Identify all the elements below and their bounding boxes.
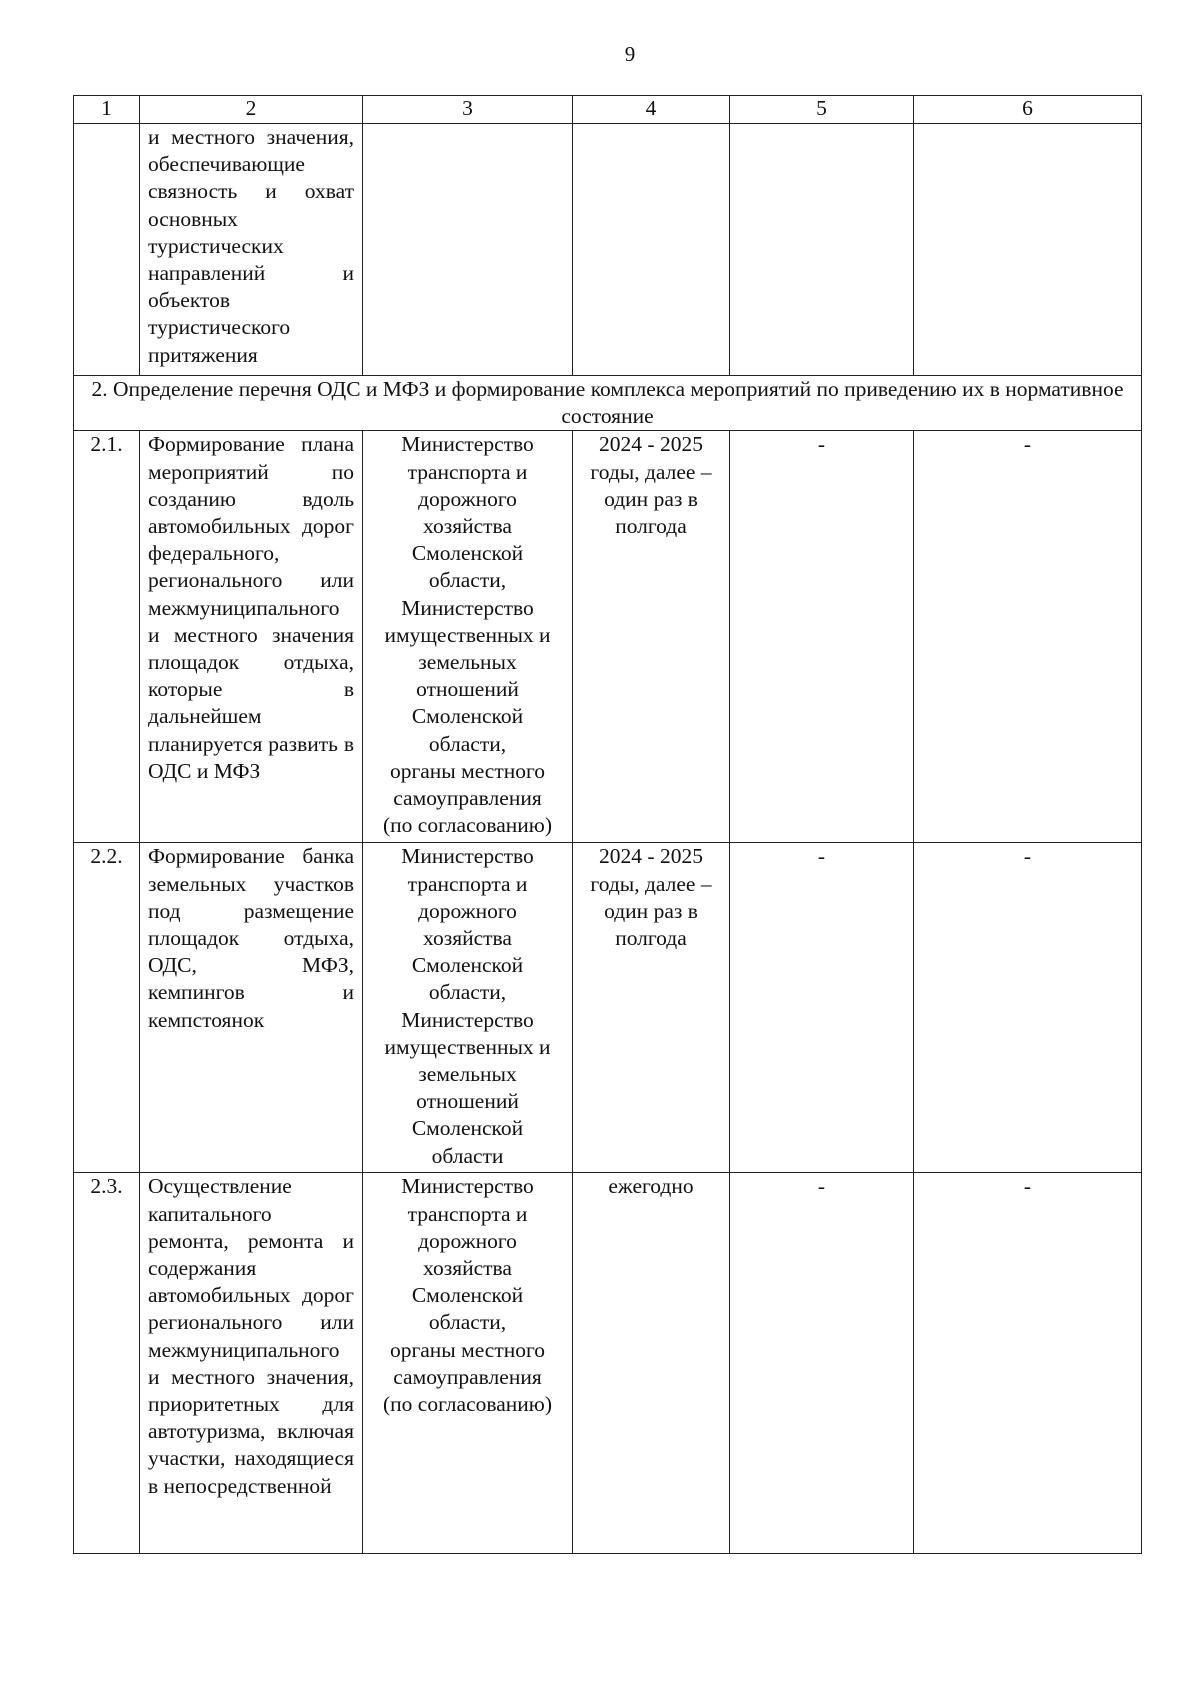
cell-line: Министерство: [401, 844, 534, 869]
page-number: 9: [624, 42, 636, 66]
measure-name: Осуществление капитального ремонта, ремонта и содержания автомобильных дорог регионального или межмуниципального и местного значения, приоритетных для автотуризма, включая участки, находящиеся в непосредственной: [140, 1173, 363, 1554]
cell-line: один раз в: [604, 486, 698, 511]
cell-line: дорожного: [418, 1228, 517, 1253]
cell-line: области,: [428, 1310, 507, 1335]
continuation-responsible: [363, 124, 573, 376]
section-title: 2. Определение перечня ОДС и МФЗ и формирование комплекса мероприятий по приведению их в нормативное состояние: [74, 376, 1142, 431]
column-5-value: -: [730, 1173, 914, 1554]
row-number: 2.2.: [74, 843, 140, 1173]
column-header-5: 5: [730, 96, 914, 124]
continuation-col5: [730, 124, 914, 376]
cell-line: один раз в: [604, 898, 698, 923]
row-number: 2.3.: [74, 1173, 140, 1554]
cell-line: годы, далее –: [590, 871, 712, 896]
cell-line: области,: [428, 568, 507, 593]
cell-line: транспорта и: [407, 1201, 528, 1226]
cell-line: Министерство: [401, 1174, 534, 1199]
cell-line: Смоленской: [411, 1283, 524, 1308]
cell-line: Смоленской: [411, 953, 524, 978]
column-6-value: -: [914, 1173, 1142, 1554]
cell-line: органы местного: [389, 758, 546, 783]
cell-line: 2024 - 2025: [599, 432, 703, 457]
responsible-bodies: [363, 431, 573, 843]
column-header-4: 4: [573, 96, 730, 124]
cell-line: Министерство: [401, 432, 534, 457]
cell-line: области: [431, 1143, 504, 1168]
cell-line: Министерство: [401, 595, 534, 620]
cell-line: самоуправления: [393, 1364, 542, 1389]
cell-line: Смоленской: [411, 704, 524, 729]
table-row: [74, 1173, 1142, 1554]
cell-line: хозяйства: [423, 514, 512, 539]
column-header-1: 1: [74, 96, 140, 124]
execution-term: [573, 1173, 730, 1554]
cell-line: (по согласованию): [382, 813, 553, 838]
continuation-name: и местного значения, обеспечивающие связность и охват основных туристических направлений и объектов туристического притяжения: [140, 124, 363, 376]
column-6-value: -: [914, 843, 1142, 1173]
cell-line: отношений: [416, 1089, 519, 1114]
cell-line: отношений: [416, 677, 519, 702]
cell-line: транспорта и: [407, 871, 528, 896]
cell-line: органы местного: [389, 1337, 546, 1362]
cell-line: хозяйства: [423, 1256, 512, 1281]
continuation-row: [74, 124, 1142, 376]
column-header-6: 6: [914, 96, 1142, 124]
cell-line: годы, далее –: [590, 459, 712, 484]
cell-line: Смоленской: [411, 541, 524, 566]
cell-line: земельных: [418, 1062, 517, 1087]
cell-line: полгода: [615, 514, 687, 539]
cell-line: Министерство: [401, 1007, 534, 1032]
cell-line: области,: [428, 731, 507, 756]
responsible-bodies: [363, 843, 573, 1173]
execution-term: [573, 843, 730, 1173]
cell-line: полгода: [615, 926, 687, 951]
cell-line: хозяйства: [423, 926, 512, 951]
cell-line: ежегодно: [608, 1174, 694, 1199]
cell-line: имущественных и: [384, 1034, 551, 1059]
table-row: [74, 843, 1142, 1173]
cell-line: дорожного: [418, 486, 517, 511]
measure-name: Формирование банка земельных участков под размещение площадок отдыха, ОДС, МФЗ, кемпингов и кемпстоянок: [140, 843, 363, 1173]
measure-name: Формирование плана мероприятий по созданию вдоль автомобильных дорог федерального, регионального или межмуниципального и местного значения площадок отдыха, которые в дальнейшем планируется развить в ОДС и МФЗ: [140, 431, 363, 843]
row-number: 2.1.: [74, 431, 140, 843]
continuation-col6: [914, 124, 1142, 376]
responsible-bodies: [363, 1173, 573, 1554]
section-heading-row: [74, 376, 1142, 431]
continuation-num: [74, 124, 140, 376]
column-5-value: -: [730, 431, 914, 843]
cell-line: (по согласованию): [382, 1392, 553, 1417]
cell-line: земельных: [418, 650, 517, 675]
cell-line: самоуправления: [393, 786, 542, 811]
cell-line: транспорта и: [407, 459, 528, 484]
cell-line: Смоленской: [411, 1116, 524, 1141]
execution-term: [573, 431, 730, 843]
table-row: [74, 431, 1142, 843]
column-5-value: -: [730, 843, 914, 1173]
cell-line: дорожного: [418, 898, 517, 923]
cell-line: 2024 - 2025: [599, 844, 703, 869]
column-number-row: [74, 96, 1142, 124]
measures-table: [73, 95, 1142, 1554]
column-header-2: 2: [140, 96, 363, 124]
continuation-term: [573, 124, 730, 376]
column-header-3: 3: [363, 96, 573, 124]
cell-line: области,: [428, 980, 507, 1005]
column-6-value: -: [914, 431, 1142, 843]
cell-line: имущественных и: [384, 622, 551, 647]
